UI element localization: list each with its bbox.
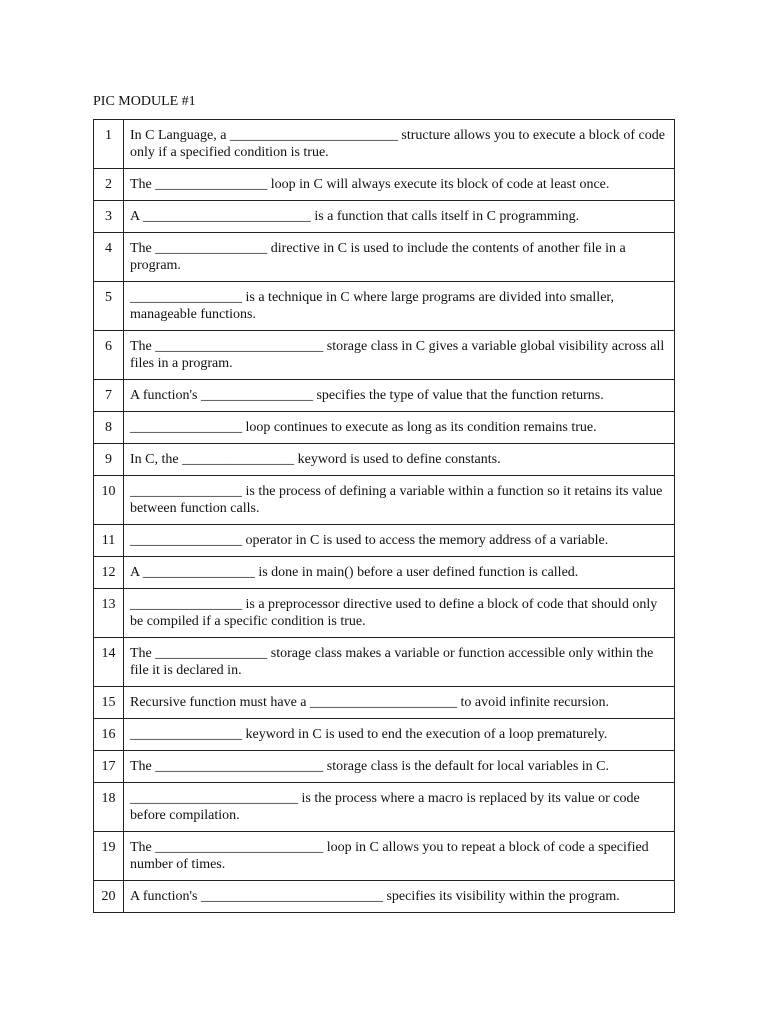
question-row [94, 719, 675, 751]
question-number: 20 [94, 881, 124, 913]
question-row [94, 638, 675, 687]
question-row [94, 120, 675, 169]
question-row [94, 751, 675, 783]
question-number: 17 [94, 751, 124, 783]
question-text: In C, the ________________ keyword is used to define constants. [124, 444, 675, 476]
question-number: 6 [94, 331, 124, 380]
question-row [94, 201, 675, 233]
question-row [94, 412, 675, 444]
question-text: The ________________ storage class makes a variable or function accessible only within the file it is declared in. [124, 638, 675, 687]
questions-table [93, 119, 675, 913]
question-number: 13 [94, 589, 124, 638]
question-row [94, 380, 675, 412]
question-row [94, 687, 675, 719]
question-number: 18 [94, 783, 124, 832]
question-number: 8 [94, 412, 124, 444]
question-text: The ________________________ storage class in C gives a variable global visibility across all files in a program. [124, 331, 675, 380]
question-row [94, 783, 675, 832]
question-row [94, 282, 675, 331]
question-text: Recursive function must have a _____________________ to avoid infinite recursion. [124, 687, 675, 719]
question-number: 16 [94, 719, 124, 751]
question-row [94, 476, 675, 525]
question-row [94, 557, 675, 589]
question-row [94, 589, 675, 638]
question-number: 10 [94, 476, 124, 525]
question-text: ________________________ is the process where a macro is replaced by its value or code before compilation. [124, 783, 675, 832]
question-row [94, 331, 675, 380]
question-text: ________________ is the process of defining a variable within a function so it retains its value between function calls. [124, 476, 675, 525]
question-text: ________________ is a preprocessor directive used to define a block of code that should only be compiled if a specific condition is true. [124, 589, 675, 638]
question-text: ________________ operator in C is used to access the memory address of a variable. [124, 525, 675, 557]
question-row [94, 881, 675, 913]
question-row [94, 832, 675, 881]
question-text: A function's __________________________ specifies its visibility within the program. [124, 881, 675, 913]
question-text: The ________________________ loop in C allows you to repeat a block of code a specified number of times. [124, 832, 675, 881]
question-number: 12 [94, 557, 124, 589]
question-number: 19 [94, 832, 124, 881]
page-title: PIC MODULE #1 [93, 94, 196, 109]
question-number: 1 [94, 120, 124, 169]
question-text: A ________________ is done in main() before a user defined function is called. [124, 557, 675, 589]
question-number: 3 [94, 201, 124, 233]
question-text: The ________________ loop in C will always execute its block of code at least once. [124, 169, 675, 201]
question-text: ________________ is a technique in C where large programs are divided into smaller, manageable functions. [124, 282, 675, 331]
question-number: 4 [94, 233, 124, 282]
question-number: 2 [94, 169, 124, 201]
question-row [94, 444, 675, 476]
question-number: 14 [94, 638, 124, 687]
question-number: 11 [94, 525, 124, 557]
question-number: 9 [94, 444, 124, 476]
question-text: ________________ loop continues to execute as long as its condition remains true. [124, 412, 675, 444]
question-row [94, 233, 675, 282]
question-number: 15 [94, 687, 124, 719]
question-text: A ________________________ is a function that calls itself in C programming. [124, 201, 675, 233]
question-text: A function's ________________ specifies the type of value that the function returns. [124, 380, 675, 412]
question-number: 5 [94, 282, 124, 331]
question-text: In C Language, a ________________________ structure allows you to execute a block of code only if a specified condition is true. [124, 120, 675, 169]
question-text: The ________________________ storage class is the default for local variables in C. [124, 751, 675, 783]
question-text: The ________________ directive in C is used to include the contents of another file in a program. [124, 233, 675, 282]
question-text: ________________ keyword in C is used to end the execution of a loop prematurely. [124, 719, 675, 751]
question-row [94, 525, 675, 557]
question-number: 7 [94, 380, 124, 412]
question-row [94, 169, 675, 201]
